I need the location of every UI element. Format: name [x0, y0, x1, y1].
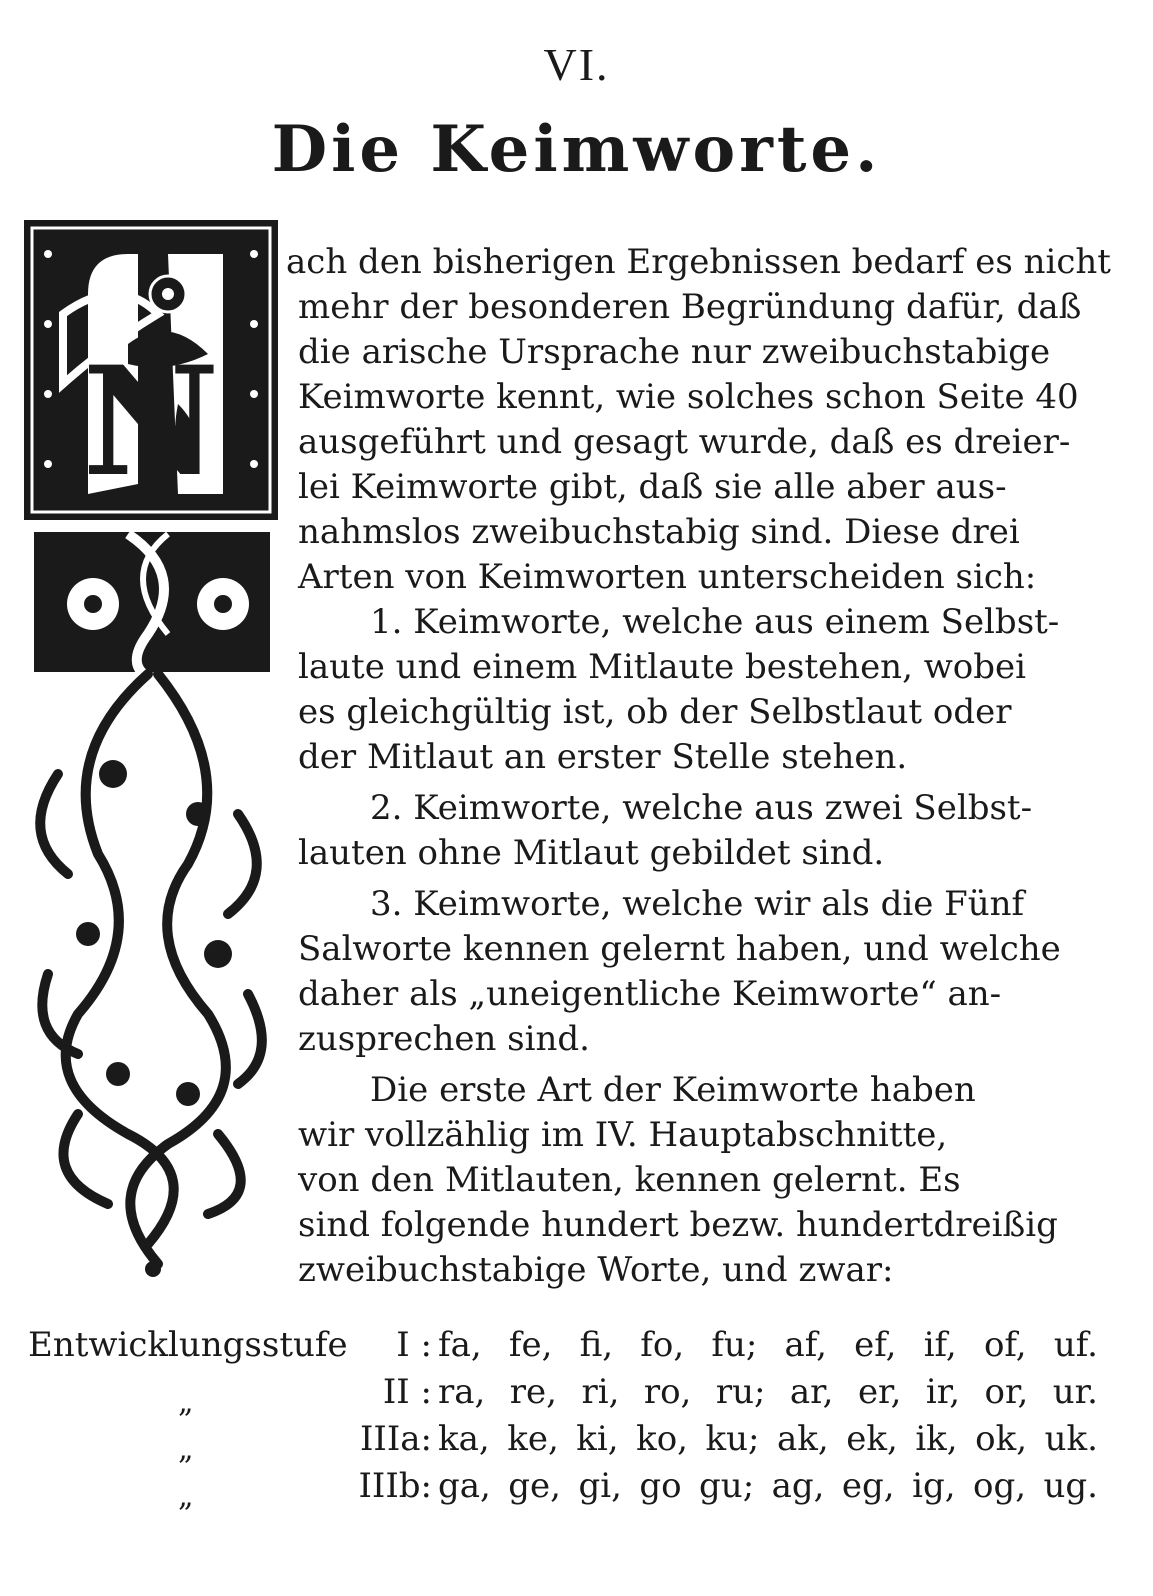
list-item-3-line: 3. Keimworte, welche wir als die Fünf: [370, 884, 1025, 924]
syllable: ka,: [438, 1419, 490, 1459]
syllable: ko,: [636, 1419, 688, 1459]
list-item-2-line: 2. Keimworte, welche aus zwei Selbst-: [370, 788, 1033, 828]
text-line: Die erste Art der Keimworte haben: [370, 1070, 976, 1110]
text-line: ausgeführt und gesagt wurde, daß es dreier-: [298, 422, 1071, 462]
syllable: ro,: [643, 1372, 692, 1412]
table-row: [28, 1322, 1098, 1369]
syllable-list: [438, 1322, 1098, 1369]
text-line: die arische Ursprache nur zweibuchstabige: [298, 332, 1051, 372]
chapter-number: VI.: [543, 39, 610, 90]
syllable: fa,: [438, 1325, 482, 1365]
syllable: re,: [509, 1372, 557, 1412]
syllable: og,: [972, 1466, 1027, 1506]
syllable: ef,: [854, 1325, 897, 1365]
text-line: sind folgende hundert bezw. hundertdreißig: [298, 1205, 1058, 1245]
list-item-3-line: zusprechen sind.: [298, 1019, 590, 1059]
text-line: zweibuchstabige Worte, und zwar:: [298, 1250, 894, 1290]
list-item-3-line: Salworte kennen gelernt haben, und welche: [298, 929, 1061, 969]
syllable: fu;: [711, 1325, 758, 1365]
syllable-list: [438, 1416, 1098, 1463]
list-item-1-line: 1. Keimworte, welche aus einem Selbst-: [370, 602, 1060, 642]
syllable: er,: [857, 1372, 902, 1412]
stage-level: IIIa:: [359, 1419, 432, 1459]
syllable: ik,: [915, 1419, 958, 1459]
syllable-list: [438, 1463, 1098, 1510]
stage-label: Entwicklungsstufe: [28, 1325, 348, 1365]
syllable: ug.: [1043, 1466, 1098, 1506]
text-line: wir vollzählig im IV. Hauptabschnitte,: [298, 1115, 948, 1155]
text-line: ach den bisherigen Ergebnissen bedarf es nicht: [286, 242, 1111, 282]
syllable: ak,: [777, 1419, 829, 1459]
syllable: ag,: [771, 1466, 825, 1506]
chapter-title: Die Keimworte.: [271, 112, 882, 187]
list-item-3-line: daher als „uneigentliche Keimworte“ an-: [298, 974, 1002, 1014]
syllable: ek,: [846, 1419, 898, 1459]
syllable: ok,: [975, 1419, 1028, 1459]
syllable: af,: [784, 1325, 827, 1365]
stage-level: II :: [382, 1372, 432, 1412]
syllable: ri,: [581, 1372, 620, 1412]
table-row: [28, 1369, 1098, 1420]
syllable: fe,: [508, 1325, 553, 1365]
syllable: of,: [983, 1325, 1027, 1365]
syllable: if,: [923, 1325, 957, 1365]
table-row: [28, 1463, 1098, 1514]
text-line: von den Mitlauten, kennen gelernt. Es: [298, 1160, 961, 1200]
ditto-mark: „: [178, 1432, 194, 1467]
main-text: [286, 240, 1111, 1293]
syllable: ru;: [715, 1372, 766, 1412]
syllable: ig,: [912, 1466, 956, 1506]
syllable-list: [438, 1369, 1098, 1416]
list-item-1-line: es gleichgültig ist, ob der Selbstlaut oder: [298, 692, 1012, 732]
syllable: ur.: [1052, 1372, 1098, 1412]
ditto-mark: „: [178, 1479, 194, 1514]
text-line: lei Keimworte gibt, daß sie alle aber aus-: [298, 467, 1007, 507]
list-item-2-line: lauten ohne Mitlaut gebildet sind.: [298, 833, 885, 873]
syllable: go: [639, 1466, 682, 1506]
syllable: ge,: [508, 1466, 561, 1506]
syllable: uk.: [1044, 1419, 1098, 1459]
text-line: mehr der besonderen Begründung dafür, daß: [298, 287, 1082, 327]
syllable: gi,: [578, 1466, 622, 1506]
syllable: ku;: [705, 1419, 760, 1459]
text-line: Keimworte kennt, wie solches schon Seite 40: [298, 377, 1079, 417]
syllable: eg,: [841, 1466, 895, 1506]
syllable: uf.: [1053, 1325, 1098, 1365]
list-item-1-line: der Mitlaut an erster Stelle stehen.: [298, 737, 908, 777]
text-line: Arten von Keimworten unterscheiden sich:: [298, 557, 1037, 597]
syllable: ki,: [576, 1419, 619, 1459]
list-item-1-line: laute und einem Mitlaute bestehen, wobei: [298, 647, 1027, 687]
syllable: fi,: [579, 1325, 614, 1365]
syllable: gu;: [699, 1466, 755, 1506]
syllable: ke,: [507, 1419, 559, 1459]
syllable: ar,: [789, 1372, 834, 1412]
ornamental-drop-cap: [18, 214, 286, 1284]
drop-cap-letter: N: [82, 334, 220, 510]
table-row: [28, 1416, 1098, 1467]
stage-level: I :: [396, 1325, 432, 1365]
syllable: fo,: [640, 1325, 685, 1365]
text-line: nahmslos zweibuchstabig sind. Diese drei: [298, 512, 1020, 552]
stage-level: IIIb:: [358, 1466, 432, 1506]
syllable: ga,: [438, 1466, 491, 1506]
syllable: or,: [984, 1372, 1029, 1412]
ditto-mark: „: [178, 1385, 194, 1420]
syllable: ra,: [438, 1372, 486, 1412]
syllable: ir,: [925, 1372, 961, 1412]
keimworte-table: [28, 1322, 1098, 1514]
